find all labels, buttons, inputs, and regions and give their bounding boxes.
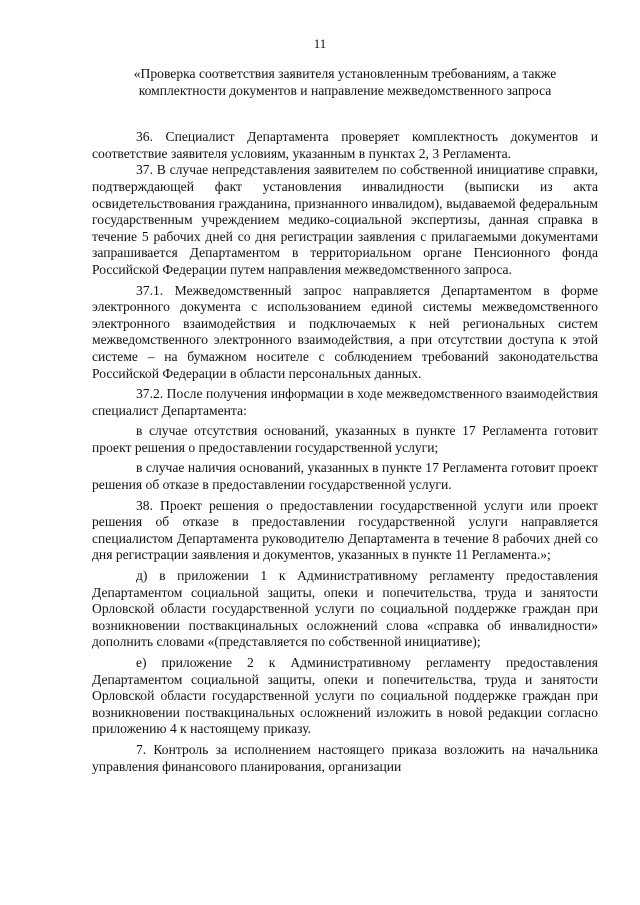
section-heading <box>92 66 598 99</box>
paragraph-7: 7. Контроль за исполнением настоящего приказа возложить на начальника управления финансового планирования, организации <box>92 741 598 774</box>
section-heading-line-2: комплектности документов и направление межведомственного запроса <box>138 82 552 98</box>
section-heading-line-1: «Проверка соответствия заявителя установленным требованиям, а также <box>133 66 557 81</box>
page-number: 11 <box>313 36 327 51</box>
paragraph-37-2-case-absence: в случае отсутствия оснований, указанных в пункте 17 Регламента готовит проект решения о предоставлении государственной услуги; <box>92 423 598 455</box>
paragraph-37-2: 37.2. После получения информации в ходе межведомственного взаимодействия специалист Департамента: <box>92 386 598 418</box>
paragraph-36: 36. Специалист Департамента проверяет комплектность документов и соответствие заявителя условиям, указанным в пунктах 2, 3 Регламента. <box>92 129 598 161</box>
paragraph-e: е) приложение 2 к Административному регламенту предоставления Департаментом социальной защиты, опеки и попечительства, труда и занятости Орловской области государственной услуги по социальной поддержке граждан при возникновении поствакцинальных осложнений изложить в новой редакции согласно приложению 4 к настоящему приказу. <box>92 655 598 737</box>
paragraph-37: 37. В случае непредставления заявителем по собственной инициативе справки, подтверждающей факт установления инвалидности (выписки из акта освидетельствования гражданина, признанного инвалидом), выдаваемой федеральным государственным учреждением медико-социальной экспертизы, данная справка в течение 5 рабочих дней со дня регистрации заявления с прилагаемыми документами запрашивается Департаментом в территориальном органе Пенсионного фонда Российской Федерации путем направления межведомственного запроса. <box>92 162 598 277</box>
paragraph-37-2-case-presence: в случае наличия оснований, указанных в пункте 17 Регламента готовит проект решения об отказе в предоставлении государственной услуги. <box>92 460 598 493</box>
document-body <box>92 66 598 775</box>
paragraph-37-1: 37.1. Межведомственный запрос направляется Департаментом в форме электронного документа с использованием единой системы межведомственного электронного взаимодействия и подключаемых к ней региональных систем межведомственного электронного взаимодействия, а при отсутствии доступа к этой системе – на бумажном носителе с соблюдением требований законодательства Российской Федерации в области персональных данных. <box>92 282 598 381</box>
paragraph-38: 38. Проект решения о предоставлении государственной услуги или проект решения об отказе в предоставлении государственной услуги направляется специалистом Департамента руководителю Департамента в течение 8 рабочих дней со дня регистрации заявления и документов, указанных в пункте 11 Регламента.»; <box>92 497 598 563</box>
paragraph-d: д) в приложении 1 к Административному регламенту предоставления Департаментом социальной защиты, опеки и попечительства, труда и занятости Орловской области государственной услуги по социальной поддержке граждан при возникновении поствакцинальных осложнений слова «справка об инвалидности» дополнить словами «(представляется по собственной инициативе); <box>92 568 598 650</box>
